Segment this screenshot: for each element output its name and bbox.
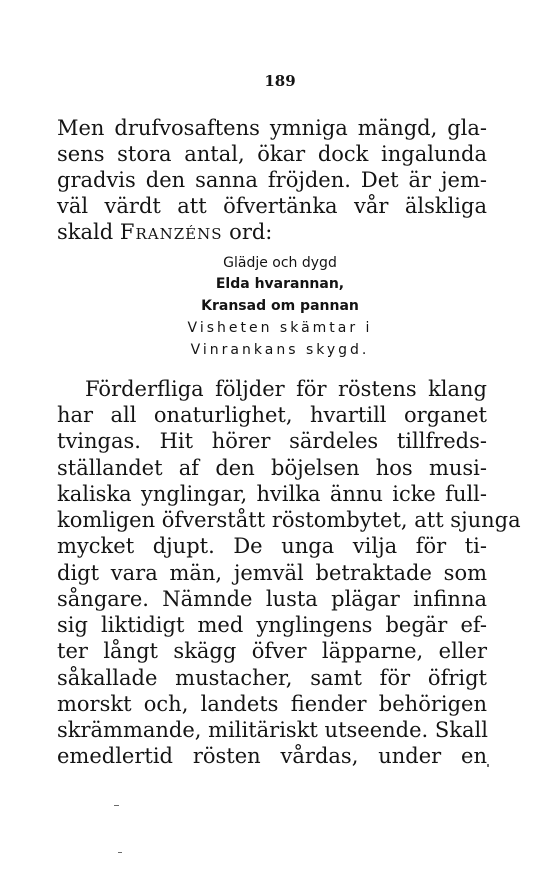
paragraph-line: Förderfliga följder för röstens klang [85,377,487,401]
ink-speck [118,852,122,853]
paragraph-line: Men drufvosaftens ymniga mängd, gla- [57,116,487,140]
paragraph-line: ter långt skägg öfver läpparne, eller [57,639,487,663]
text-fragment: skald [57,220,114,244]
page-number: 189 [264,72,296,90]
ink-speck [114,805,119,806]
ink-speck [487,764,489,767]
verse-line: Glädje och dygd [223,255,337,271]
paragraph-line: gradvis den sanna fröjden. Det är jem- [57,168,487,192]
paragraph-line: skrämmande, militäriskt utseende. Skall [57,718,488,742]
paragraph-line [57,219,487,245]
paragraph-line: har all onaturlighet, hvartill organet [57,403,487,427]
paragraph-line: digt vara män, jemväl betraktade som [57,561,487,585]
paragraph-line: sig liktidigt med ynglingens begär ef- [57,613,487,637]
paragraph-line: mycket djupt. De unga vilja för ti- [57,534,487,558]
author-name: Franzéns [119,220,223,244]
text-fragment: ord: [229,220,273,244]
paragraph-line: såkallade mustacher, samt för öfrigt [57,666,487,690]
paragraph-line: komligen öfverstått röstombytet, att sjunga [57,508,521,532]
paragraph-line: emedlertid rösten vårdas, under en [57,744,487,768]
paragraph-line: väl värdt att öfvertänka vår älskliga [57,194,487,218]
paragraph-line: sens stora antal, ökar dock ingalunda [57,142,487,166]
paragraph-line: ställandet af den böjelsen hos musi- [57,456,487,480]
paragraph-line: sångare. Nämnde lusta plägar infinna [57,587,487,611]
verse-line: Visheten skämtar i [187,320,373,336]
paragraph-line: kaliska ynglingar, hvilka ännu icke full- [57,482,487,506]
verse-line: Elda hvarannan, [215,276,345,292]
verse-line: Vinrankans skygd. [190,342,370,358]
verse-line: Kransad om pannan [201,298,359,314]
paragraph-line: morskt och, landets fiender behörigen [57,692,487,716]
paragraph-line: tvingas. Hit hörer särdeles tillfreds- [57,429,487,453]
